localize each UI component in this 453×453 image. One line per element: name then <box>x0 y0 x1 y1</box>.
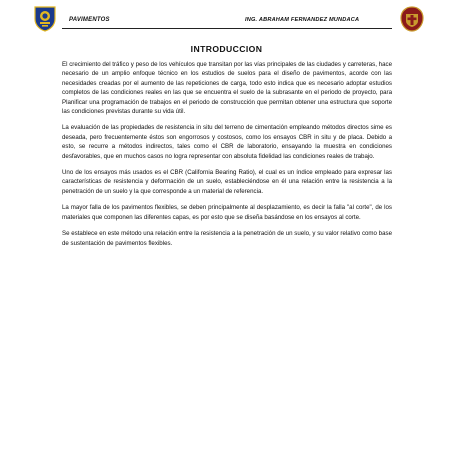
paragraph: La evaluación de las propiedades de resistencia in situ del terreno de cimentación empleando métodos directos sime es deseada, pero frecuentemente éstos son engorrosos y costosos, como los ensayos CBR in situ y de placa. Debido a esto, se recurre a métodos indirectos, tales como el CBR de laboratorio, ensayando la muestra en condiciones desfavorables, que en muchos casos no logra representar con absoluta fidelidad las condiciones reales de trabajo. <box>62 124 392 160</box>
paragraph: El crecimiento del tráfico y peso de los vehículos que transitan por las vías principales de las ciudades y carreteras, hace necesario de un amplio enfoque técnico en los estudios de suelos para el diseño de pavimentos, acorde con las necesidades creadas por el aumento de las repeticiones de carga, todo esto indica que es necesario adoptar estudios completos de las condiciones reales en las que se encuentra el suelo de la subrasante en el periodo de proyecto, para Planificar una programación de trabajos en el periodo de construcción que permitan obtener una estructura que soporte las condiciones previstas durante su vida útil. <box>62 61 392 116</box>
paragraph: Uno de los ensayos más usados es el CBR (California Bearing Ratio), el cual es un índice empleado para expresar las características de resistencia y deformación de un suelo, estableciéndose en él una relación entre la resistencia a la penetración de un suelo y la que corresponde a un material de referencia. <box>62 169 392 195</box>
paragraph: Se establece en este método una relación entre la resistencia a la penetración de un suelo, y su valor relativo como base de sustentación de pavimentos flexibles. <box>62 230 392 247</box>
header-divider <box>62 28 392 29</box>
page-title: INTRODUCCION <box>190 44 263 54</box>
crest-emblem-logo-icon <box>400 6 424 32</box>
header-course-label: PAVIMENTOS <box>69 17 110 23</box>
document-body <box>62 60 392 255</box>
university-shield-logo-icon <box>34 6 56 32</box>
header-author-label: ING. ABRAHAM FERNANDEZ MUNDACA <box>245 17 360 23</box>
paragraph: La mayor falla de los pavimentos flexibles, se deben principalmente al desplazamiento, es decir la falla "al corte", de los materiales que componen las diferentes capas, es por esto que se diseña basándose en los ensayos al corte. <box>62 204 392 221</box>
page-header <box>0 0 453 44</box>
